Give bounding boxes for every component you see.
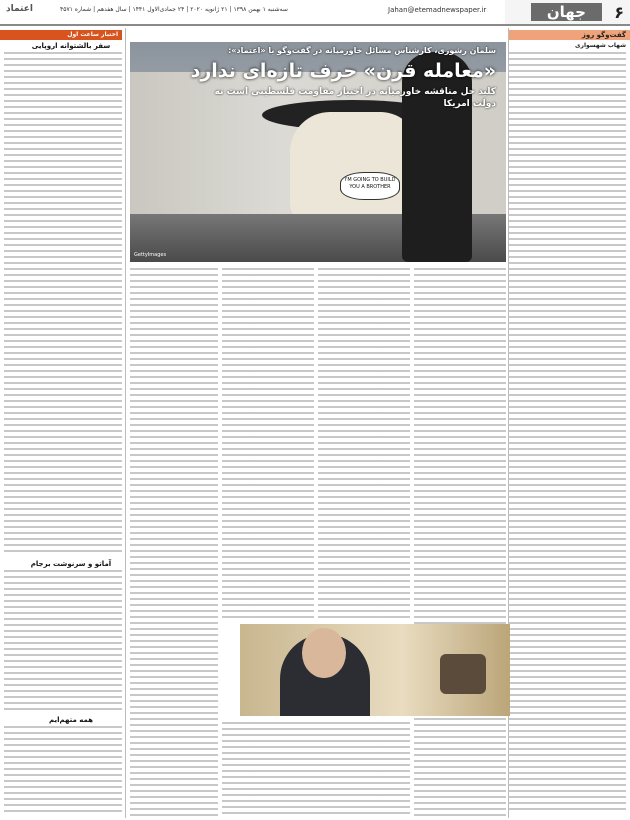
photo-credit: GettyImages [134, 252, 167, 258]
text-lines [414, 268, 506, 816]
headline-kicker: سلمان رشوری، کارشناس مسائل خاورمیانه در گفت‌وگو با «اعتماد»: [228, 46, 496, 55]
text-lines [318, 268, 410, 618]
page-number: ۶ [614, 3, 624, 22]
text-lines [508, 52, 626, 812]
left-box3-title: همه متهم‌ایم [48, 716, 94, 724]
left-box3-text [4, 726, 122, 816]
text-lines [130, 268, 218, 816]
section-title: جهان [531, 3, 602, 21]
left-box2-title: آماتو و سرنوشت برجام [30, 560, 112, 568]
main-headline: «معامله قرن» حرف تازه‌ای ندارد [190, 60, 496, 82]
right-column-author: شهاب شهسواری [575, 42, 626, 49]
text-lines [222, 722, 410, 816]
right-column-text [508, 52, 626, 812]
newspaper-logo: اعتماد [6, 4, 33, 14]
article-col-2 [318, 268, 410, 618]
date-line: سه‌شنبه ۱ بهمن ۱۳۹۸ | ۲۱ ژانویه ۲۰۲۰ | ۲۴ جمادی‌الاول ۱۴۴۱ | سال هفدهم | شماره ۴۵۷۱ [60, 6, 288, 13]
text-lines [4, 570, 122, 710]
text-lines [4, 52, 122, 552]
masthead [0, 0, 630, 24]
left-column-label: اختبار ساعت اول [0, 30, 122, 40]
interview-caption-text [222, 722, 410, 816]
text-lines [222, 268, 314, 618]
interview-photo [240, 624, 510, 716]
right-column-label: گفت‌وگو روز [508, 30, 630, 40]
text-lines [4, 726, 122, 816]
left-box1-title: سفر بالشتوانه اروپایی [31, 42, 111, 50]
interview-head [302, 628, 346, 678]
article-col-1 [414, 268, 506, 816]
article-col-4 [130, 268, 218, 816]
email-address: Jahan@etemadnewspaper.ir [388, 6, 487, 14]
left-column-divider [125, 28, 126, 818]
header-rule [0, 24, 630, 26]
left-box1-text [4, 52, 122, 552]
sub-headline: کلید حل مناقشه خاورمیانه در اختیار مقاومت فلسطینی است نه دولت امریکا [214, 87, 496, 109]
article-col-3 [222, 268, 314, 618]
left-box2-text [4, 570, 122, 710]
mural-speech-bubble: I'M GOING TO BUILD YOU A BROTHER [340, 172, 400, 200]
interview-object [440, 654, 486, 694]
photo-walker [402, 52, 472, 262]
